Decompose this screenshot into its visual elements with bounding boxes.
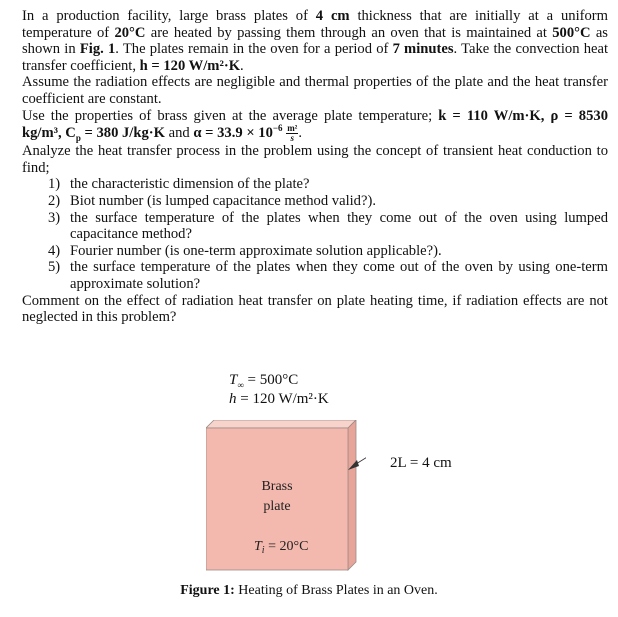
list-number: 2) bbox=[48, 192, 61, 209]
h-value: = 120 W/m²·K bbox=[236, 391, 329, 407]
plate-label-line2: plate bbox=[263, 499, 291, 514]
fraction-numerator: m² bbox=[287, 123, 298, 134]
cp-subscript: p bbox=[75, 132, 81, 143]
t-inf-subscript: ∞ bbox=[237, 380, 244, 390]
list-text: the characteristic dimension of the plate? bbox=[70, 176, 310, 193]
t-inf-value: = 500°C bbox=[243, 372, 299, 388]
properties-text-1: Use the properties of brass given at the average plate temperature; bbox=[22, 107, 439, 124]
properties-values: k = 110 W/m·K, ρ = 8530 kg/m³, C bbox=[22, 107, 608, 141]
brass-plate-figure bbox=[206, 420, 366, 580]
comment-paragraph: Comment on the effect of radiation heat transfer on plate heating time, if radiation effects are not neglected in this problem? bbox=[22, 292, 608, 326]
thickness-value: 4 cm bbox=[315, 8, 350, 24]
list-item bbox=[48, 242, 608, 260]
figure-reference: Fig. 1 bbox=[79, 41, 116, 58]
list-text: Biot number (is lumped capacitance method valid?). bbox=[70, 192, 376, 209]
figure-caption bbox=[0, 583, 618, 600]
list-item bbox=[48, 259, 608, 292]
intro-text-2: thickness that are initially at a uniform temperature of bbox=[22, 8, 608, 41]
initial-temp-symbol: $T_i = 20^\circ C$ bbox=[254, 539, 309, 556]
intro-paragraph bbox=[22, 8, 608, 74]
list-number: 5) bbox=[48, 259, 61, 276]
thickness-arrow-line bbox=[356, 444, 366, 464]
fraction-denominator: s bbox=[290, 133, 295, 144]
plate-top-face bbox=[206, 420, 356, 428]
figure-conditions bbox=[229, 371, 329, 409]
analyze-paragraph: Analyze the heat transfer process in the problem using the concept of transient heat conduction to find; bbox=[22, 143, 608, 176]
intro-text-3: are heated by passing them through an oven that is maintained at bbox=[145, 24, 553, 41]
t-inf-symbol: T bbox=[229, 372, 238, 388]
h-label bbox=[229, 390, 329, 409]
ambient-temperature-label bbox=[229, 371, 329, 390]
list-text: Fourier number (is one-term approximate solution applicable?). bbox=[70, 242, 442, 259]
properties-text-2: and bbox=[165, 125, 194, 141]
brass-plate-drawing bbox=[206, 420, 366, 580]
intro-text-4: as shown in bbox=[22, 24, 608, 58]
list-item bbox=[48, 209, 608, 243]
intro-text-1: In a production facility, large brass plates of bbox=[22, 8, 316, 24]
h-coefficient-value: h = 120 W/m²·K bbox=[139, 57, 241, 74]
duration-value: 7 minutes bbox=[392, 41, 454, 58]
list-number: 3) bbox=[48, 209, 61, 226]
alpha-exponent: −6 bbox=[272, 123, 283, 134]
list-number: 1) bbox=[48, 176, 61, 193]
list-item bbox=[48, 192, 608, 210]
question-list bbox=[22, 176, 608, 292]
thickness-label: 2L = 4 cm bbox=[390, 455, 452, 471]
problem-document bbox=[22, 8, 608, 326]
assumption-paragraph: Assume the radiation effects are negligible and thermal properties of the plate and the heat transfer coefficient are constant. bbox=[22, 74, 608, 107]
list-number: 4) bbox=[48, 242, 61, 259]
caption-label: Figure 1: bbox=[180, 583, 235, 598]
intro-text-6: . Take the convection heat transfer coefficient, bbox=[22, 41, 609, 74]
properties-text-3: . bbox=[298, 125, 303, 141]
intro-text-7: . bbox=[240, 57, 244, 74]
plate-side-face bbox=[348, 420, 356, 570]
h-symbol: h bbox=[229, 391, 237, 407]
alpha-units-fraction bbox=[286, 124, 298, 143]
list-text: the surface temperature of the plates when they come out of the oven by using one-term approximate solution? bbox=[70, 259, 608, 292]
plate-label-line1: Brass bbox=[261, 479, 293, 494]
properties-paragraph bbox=[22, 108, 608, 144]
caption-text: Heating of Brass Plates in an Oven. bbox=[234, 583, 438, 598]
oven-temp-value: 500°C bbox=[552, 24, 591, 41]
intro-text-5: . The plates remain in the oven for a period of bbox=[115, 41, 393, 58]
initial-temp-value: 20°C bbox=[114, 24, 146, 41]
list-text: the surface temperature of the plates when they come out of the oven using lumped capacitance method? bbox=[70, 209, 608, 243]
cp-value: = 380 J/kg·K bbox=[80, 125, 165, 141]
alpha-value: α = 33.9 × 10 bbox=[193, 125, 273, 141]
list-item bbox=[48, 176, 608, 193]
